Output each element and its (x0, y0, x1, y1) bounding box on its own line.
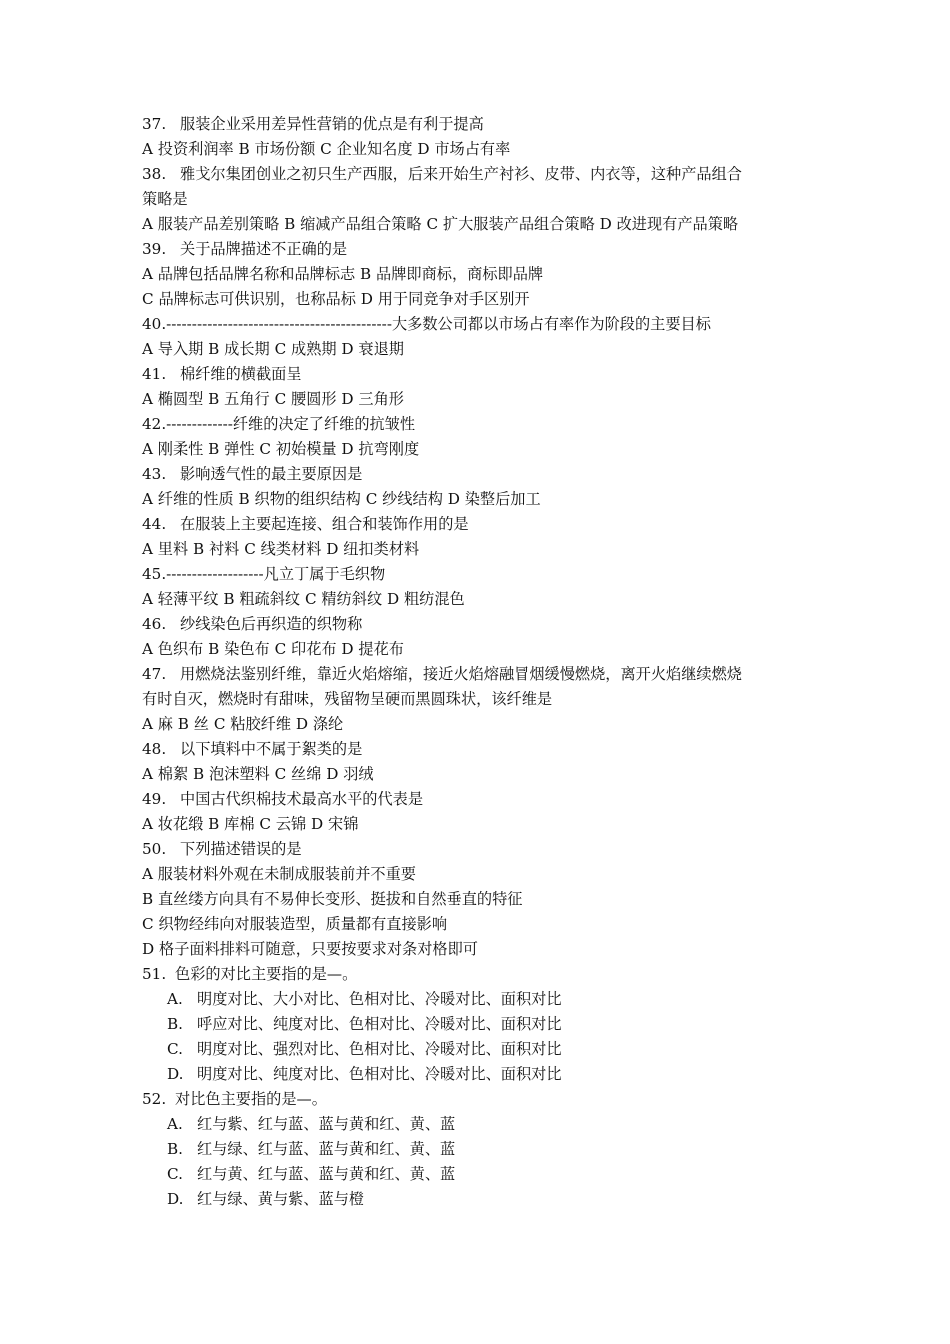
question-38-stem-continued: 策略是 (142, 190, 188, 208)
question-44-options: A 里料 B 衬料 C 线类材料 D 纽扣类材料 (142, 540, 420, 558)
question-42-options: A 刚柔性 B 弹性 C 初始模量 D 抗弯刚度 (142, 440, 420, 458)
question-51-option-b: B. 呼应对比、纯度对比、色相对比、冷暖对比、面积对比 (167, 1015, 562, 1033)
question-52-stem: 52. 对比色主要指的是—。 (142, 1090, 327, 1108)
question-49-stem: 49. 中国古代织棉技术最高水平的代表是 (142, 790, 423, 808)
question-50-option-c: C 织物经纬向对服装造型，质量都有直接影响 (142, 915, 448, 933)
question-39-options-1: A 品牌包括品牌名称和品牌标志 B 品牌即商标，商标即品牌 (142, 265, 544, 283)
question-41-options: A 椭圆型 B 五角行 C 腰圆形 D 三角形 (142, 390, 404, 408)
question-45-stem: 45.-------------------凡立丁属于毛织物 (142, 565, 386, 583)
question-51-option-a: A. 明度对比、大小对比、色相对比、冷暖对比、面积对比 (167, 990, 562, 1008)
question-46-stem: 46. 纱线染色后再织造的织物称 (142, 615, 363, 633)
question-40-stem: 40.--------------------------------------------大多数公司都以市场占有率作为阶段的主要目标 (142, 315, 711, 333)
question-38-stem: 38. 雅戈尔集团创业之初只生产西服，后来开始生产衬衫、皮带、内衣等，这种产品组合 (142, 165, 742, 183)
question-48-options: A 棉絮 B 泡沫塑料 C 丝绵 D 羽绒 (142, 765, 374, 783)
question-44-stem: 44. 在服装上主要起连接、组合和装饰作用的是 (142, 515, 469, 533)
question-45-options: A 轻薄平纹 B 粗疏斜纹 C 精纺斜纹 D 粗纺混色 (142, 590, 465, 608)
question-48-stem: 48. 以下填料中不属于絮类的是 (142, 740, 363, 758)
question-47-stem: 47. 用燃烧法鉴别纤维，靠近火焰熔缩，接近火焰熔融冒烟缓慢燃烧，离开火焰继续燃烧 (142, 665, 742, 683)
question-42-stem: 42.-------------纤维的决定了纤维的抗皱性 (142, 415, 416, 433)
question-38-options: A 服装产品差别策略 B 缩减产品组合策略 C 扩大服装产品组合策略 D 改进现有产品策略 (142, 215, 739, 233)
question-39-stem: 39. 关于品牌描述不正确的是 (142, 240, 348, 258)
question-43-stem: 43. 影响透气性的最主要原因是 (142, 465, 363, 483)
question-47-options: A 麻 B 丝 C 粘胶纤维 D 涤纶 (142, 715, 344, 733)
question-40-options: A 导入期 B 成长期 C 成熟期 D 衰退期 (142, 340, 404, 358)
question-50-option-d: D 格子面料排料可随意，只要按要求对条对格即可 (142, 940, 478, 958)
question-49-options: A 妆花缎 B 库棉 C 云锦 D 宋锦 (142, 815, 359, 833)
question-37-stem: 37. 服装企业采用差异性营销的优点是有利于提高 (142, 115, 484, 133)
question-46-options: A 色织布 B 染色布 C 印花布 D 提花布 (142, 640, 404, 658)
question-37-options: A 投资利润率 B 市场份额 C 企业知名度 D 市场占有率 (142, 140, 511, 158)
question-50-stem: 50. 下列描述错误的是 (142, 840, 302, 858)
question-51-option-c: C. 明度对比、强烈对比、色相对比、冷暖对比、面积对比 (167, 1040, 562, 1058)
question-51-stem: 51. 色彩的对比主要指的是—。 (142, 965, 358, 983)
question-51-option-d: D. 明度对比、纯度对比、色相对比、冷暖对比、面积对比 (167, 1065, 562, 1083)
question-41-stem: 41. 棉纤维的横截面呈 (142, 365, 302, 383)
question-43-options: A 纤维的性质 B 织物的组织结构 C 纱线结构 D 染整后加工 (142, 490, 541, 508)
question-52-option-c: C. 红与黄、红与蓝、蓝与黄和红、黄、蓝 (167, 1165, 456, 1183)
question-52-option-a: A. 红与紫、红与蓝、蓝与黄和红、黄、蓝 (167, 1115, 456, 1133)
question-52-option-b: B. 红与绿、红与蓝、蓝与黄和红、黄、蓝 (167, 1140, 456, 1158)
question-39-options-2: C 品牌标志可供识别，也称品标 D 用于同竞争对手区别开 (142, 290, 530, 308)
question-50-option-b: B 直丝缕方向具有不易伸长变形、挺拔和自然垂直的特征 (142, 890, 523, 908)
question-52-option-d: D. 红与绿、黄与紫、蓝与橙 (167, 1190, 365, 1208)
question-50-option-a: A 服装材料外观在未制成服装前并不重要 (142, 865, 416, 883)
document-page (142, 112, 822, 1212)
question-47-stem-continued: 有时自灭，燃烧时有甜味，残留物呈硬而黑圆珠状，该纤维是 (142, 690, 553, 708)
